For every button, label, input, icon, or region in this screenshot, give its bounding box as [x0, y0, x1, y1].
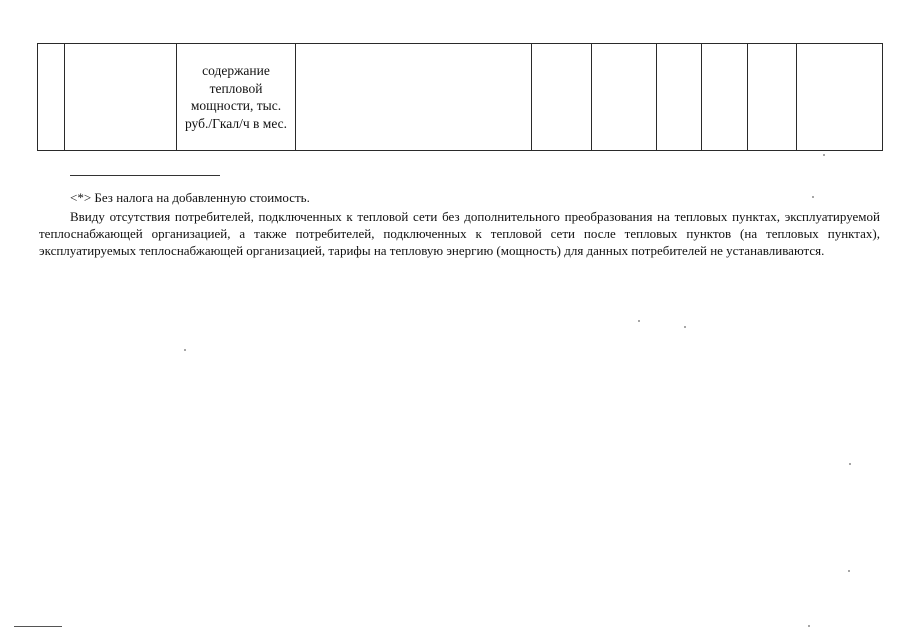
table-cell-empty: [702, 44, 748, 151]
table-cell-number: [38, 44, 65, 151]
tariff-table-fragment: [37, 43, 883, 151]
scan-speck: [808, 625, 810, 627]
table-cell-empty: [657, 44, 702, 151]
footnote-separator: [70, 175, 220, 176]
footnote-text: <*> Без налога на добавленную стоимость.: [70, 190, 310, 205]
table-cell-unit: содержание тепловой мощности, тыс. руб./Гкал/ч в мес.: [177, 44, 296, 151]
table-row: [38, 44, 883, 151]
scan-speck: [684, 326, 686, 328]
body-paragraph: Ввиду отсутствия потребителей, подключенных к тепловой сети без дополнительного преобразования на тепловых пунктах, эксплуатируемой теплоснабжающей организацией, а также потребителей, подключенных к тепловой сети после тепловых пунктов (на тепловых пунктах), эксплуатируемых теплоснабжающей организацией, тарифы на тепловую энергию (мощность) для данных потребителей не устанавливаются.: [39, 209, 880, 258]
table-cell-empty: [296, 44, 532, 151]
scan-speck: [849, 463, 851, 465]
scan-speck: [184, 349, 186, 351]
scan-speck: [812, 196, 814, 198]
table-cell-empty: [797, 44, 883, 151]
table-cell-empty: [592, 44, 657, 151]
table-cell-empty: [532, 44, 592, 151]
table-cell-category: [65, 44, 177, 151]
page-edge-line: [14, 626, 62, 627]
scan-speck: [848, 570, 850, 572]
table-cell-empty: [748, 44, 797, 151]
scan-speck: [638, 320, 640, 322]
scan-speck: [823, 154, 825, 156]
